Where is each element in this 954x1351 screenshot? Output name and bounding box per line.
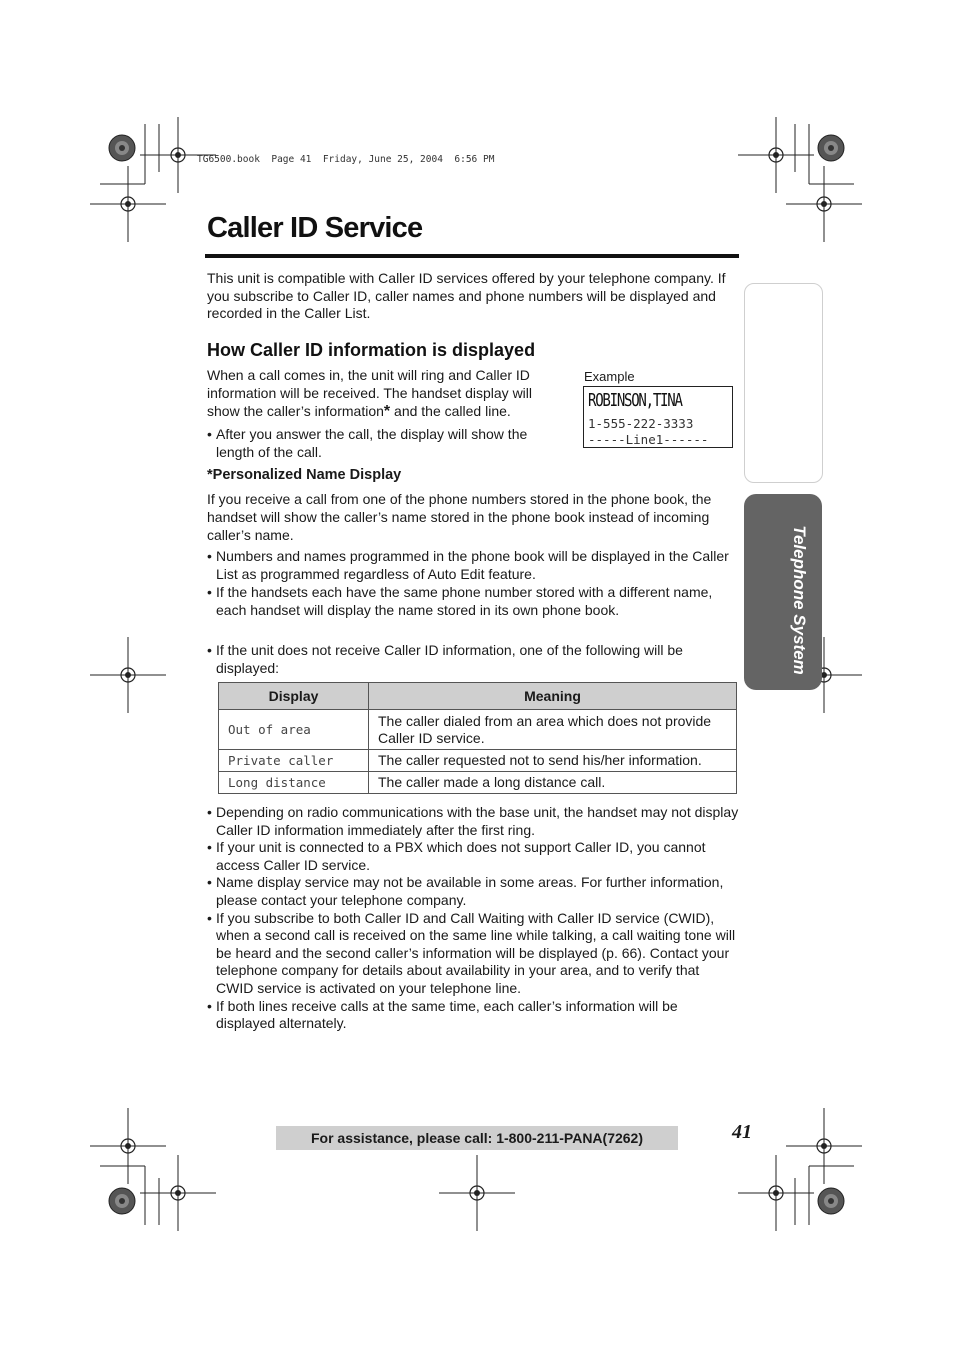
column-header-meaning: Meaning [369, 683, 737, 710]
notes-list [207, 804, 739, 1033]
intro-paragraph: This unit is compatible with Caller ID services offered by your telephone company. If you subscribe to Caller ID, caller names and phone numbers will be displayed and recorded in the Caller List. [207, 270, 726, 322]
table-row [219, 710, 737, 750]
list-item [207, 642, 739, 678]
list-item-text: Depending on radio communications with the base unit, the handset may not display Caller ID information immediately after the first ring. [216, 804, 739, 838]
list-item [207, 425, 557, 461]
no-info-note [207, 642, 739, 678]
table-row [219, 772, 737, 794]
side-tab [744, 494, 822, 690]
list-item-text: After you answer the call, the display will show the length of the call. [216, 426, 528, 460]
page-number: 41 [732, 1121, 752, 1143]
list-item-text: If both lines receive calls at the same time, each caller’s information will be displayed alternately. [216, 997, 678, 1032]
footnote-star: * [383, 403, 391, 420]
paragraph-text: When a call comes in, the unit will ring and Caller ID information will be received. The handset display will show the caller’s information [207, 367, 533, 419]
section-paragraph [207, 366, 557, 421]
list-item-text: If the unit does not receive Caller ID information, one of the following will be displayed: [216, 642, 683, 676]
example-label: Example [584, 369, 635, 384]
side-tab-label: Telephone System [790, 525, 809, 675]
list-item [207, 839, 739, 874]
list-item-text: If your unit is connected to a PBX which does not support Caller ID, you cannot access Caller ID service. [216, 839, 706, 873]
table-cell-display: Long distance [219, 772, 369, 794]
title-rule [205, 254, 739, 258]
table-cell-meaning: The caller requested not to send his/her information. [369, 750, 737, 772]
side-tab-outline [744, 283, 823, 483]
list-item [207, 998, 739, 1033]
column-header-display: Display [219, 683, 369, 710]
section-body [207, 366, 557, 461]
table-row [219, 750, 737, 772]
assistance-banner: For assistance, please call: 1-800-211-PANA(7262) [276, 1126, 678, 1150]
book-file-info: TG6500.book Page 41 Friday, June 25, 2004 6:56 PM [197, 154, 495, 165]
table-cell-display: Private caller [219, 750, 369, 772]
personalized-heading: *Personalized Name Display [207, 467, 402, 483]
table-cell-display: Out of area [219, 710, 369, 750]
list-item-text: If the handsets each have the same phone number stored with a different name, each handset will display the name stored in its own phone book. [216, 583, 713, 618]
list-item [207, 874, 739, 909]
display-caller-number: 1-555-222-3333 [588, 416, 694, 431]
paragraph-text-end: and the called line. [390, 403, 511, 419]
list-item-text: Numbers and names programmed in the phone book will be displayed in the Caller List as programmed regardless of Auto Edit feature. [216, 548, 729, 583]
list-item [207, 548, 739, 584]
personalized-body [207, 491, 739, 620]
list-item-text: If you subscribe to both Caller ID and Call Waiting with Caller ID service (CWID), when a second call is received on the same line while talking, a call waiting tone will be heard and the second caller’s information will be displayed (p. 66). Contact your telephone company for details about availability in your area, and to verify that CWID service is activated on your telephone line. [216, 909, 736, 996]
table-header-row [219, 683, 737, 710]
list-item [207, 910, 739, 998]
handset-display-example [583, 386, 733, 448]
display-line-indicator: -----Line1------ [588, 432, 709, 447]
page-title: Caller ID Service [207, 212, 423, 244]
display-caller-name: ROBINSON,TINA [588, 390, 682, 411]
section-heading: How Caller ID information is displayed [207, 340, 536, 360]
table-cell-meaning: The caller dialed from an area which does not provide Caller ID service. [369, 710, 737, 750]
list-item [207, 804, 739, 839]
list-item [207, 584, 739, 620]
table-cell-meaning: The caller made a long distance call. [369, 772, 737, 794]
personalized-paragraph: If you receive a call from one of the phone numbers stored in the phone book, the handset will show the caller’s name stored in the phone book instead of incoming caller’s name. [207, 491, 712, 543]
caller-id-display-table [218, 682, 737, 794]
list-item-text: Name display service may not be available in some areas. For further information, please contact your telephone company. [216, 874, 724, 908]
